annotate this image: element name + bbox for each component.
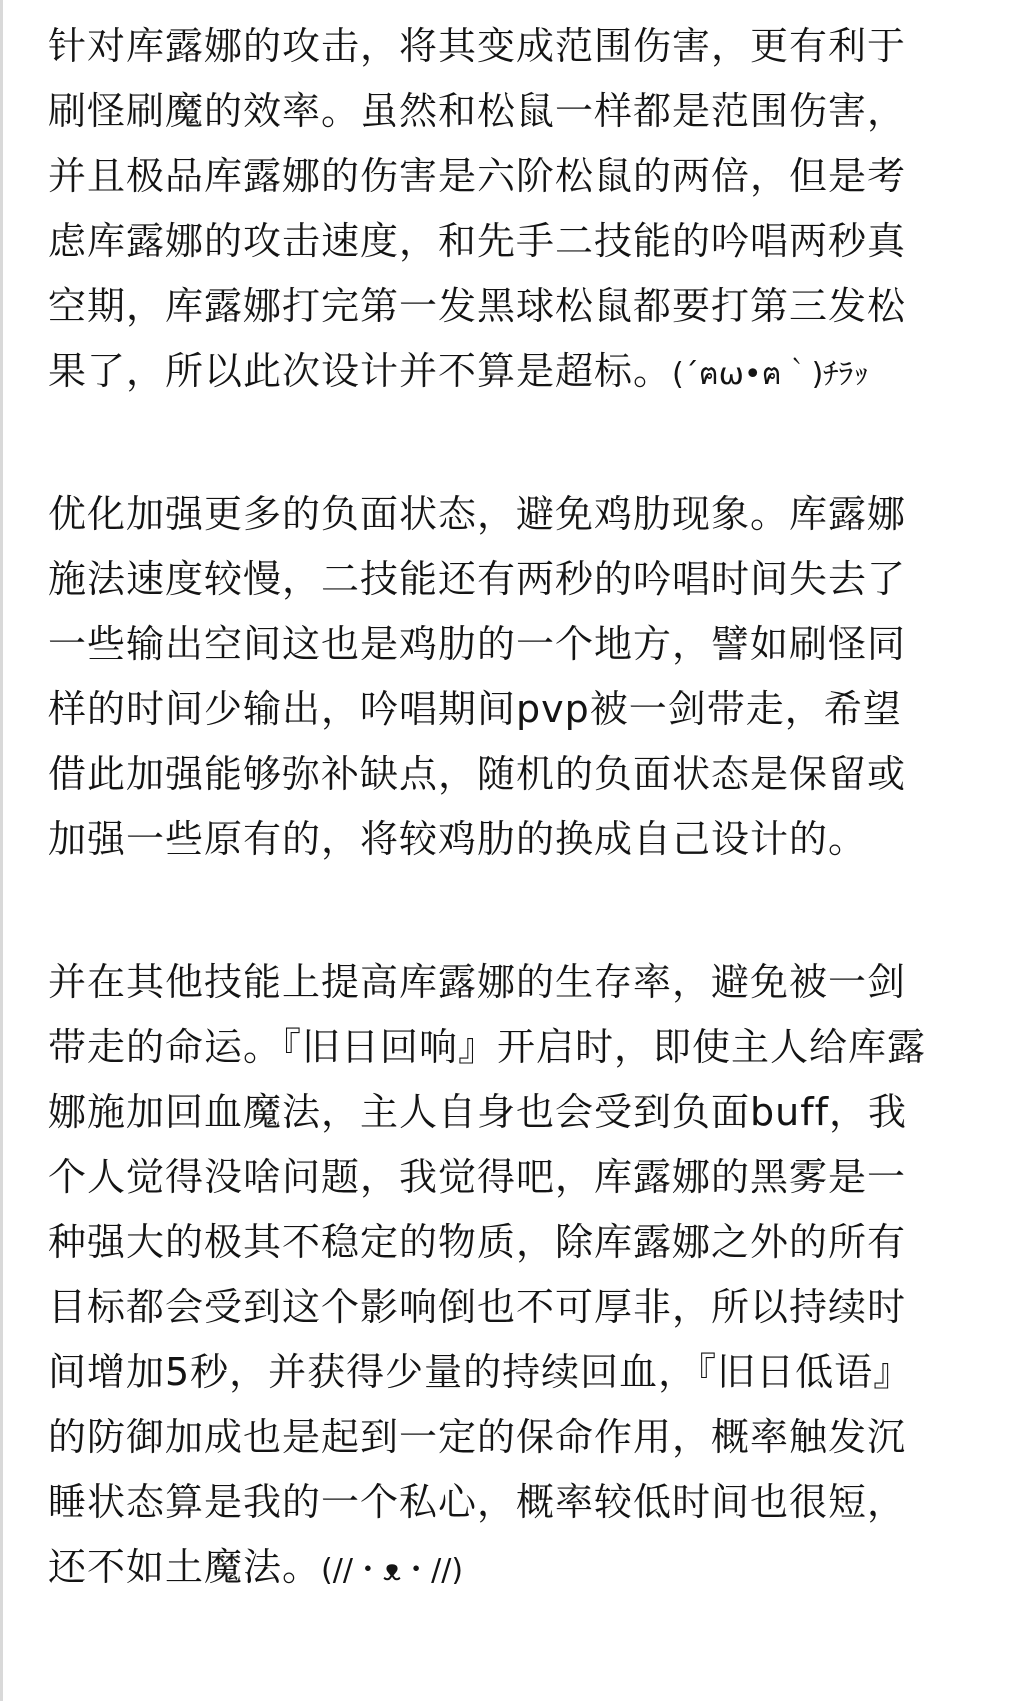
text-line: 刷怪刷魔的效率。虽然和松鼠一样都是范围伤害，	[48, 89, 907, 133]
paragraph-debuff-design	[48, 482, 990, 872]
text-line-content: 还不如土魔法。	[48, 1545, 322, 1589]
text-line-last	[48, 339, 990, 404]
text-line: 一些输出空间这也是鸡肋的一个地方，譬如刷怪同	[48, 622, 907, 666]
text-line: 加强一些原有的，将较鸡肋的换成自己设计的。	[48, 817, 868, 861]
paragraph-survival-design	[48, 950, 990, 1600]
page-left-border	[0, 0, 3, 1701]
text-line-content: 果了，所以此次设计并不算是超标。	[48, 349, 673, 393]
text-line: 借此加强能够弥补缺点，随机的负面状态是保留或	[48, 752, 907, 796]
text-line: 娜施加回血魔法，主人自身也会受到负面buff，我	[48, 1090, 907, 1134]
text-line: 虑库露娜的攻击速度，和先手二技能的吟唱两秒真	[48, 219, 907, 263]
text-line: 并且极品库露娜的伤害是六阶松鼠的两倍，但是考	[48, 154, 907, 198]
text-line: 的防御加成也是起到一定的保命作用，概率触发沉	[48, 1415, 907, 1459]
text-line: 间增加5秒，并获得少量的持续回血，『旧日低语』	[48, 1350, 913, 1394]
text-line: 空期，库露娜打完第一发黑球松鼠都要打第三发松	[48, 284, 907, 328]
text-line: 睡状态算是我的一个私心，概率较低时间也很短，	[48, 1480, 907, 1524]
paragraph-attack-design	[48, 14, 990, 404]
text-line: 针对库露娜的攻击，将其变成范围伤害，更有利于	[48, 24, 907, 68]
text-line: 施法速度较慢，二技能还有两秒的吟唱时间失去了	[48, 557, 907, 601]
text-line: 优化加强更多的负面状态，避免鸡肋现象。库露娜	[48, 492, 907, 536]
text-line: 目标都会受到这个影响倒也不可厚非，所以持续时	[48, 1285, 907, 1329]
kaomoji: (//・ᴥ・//)	[321, 1553, 464, 1588]
text-line: 种强大的极其不稳定的物质，除库露娜之外的所有	[48, 1220, 907, 1264]
kaomoji: (´ฅω•ฅ｀)ﾁﾗｯ	[672, 357, 869, 392]
text-line: 带走的命运。『旧日回响』开启时，即使主人给库露	[48, 1025, 927, 1069]
text-line: 样的时间少输出，吟唱期间pvp被一剑带走，希望	[48, 687, 902, 731]
text-line-last	[48, 1535, 990, 1600]
text-line: 个人觉得没啥问题，我觉得吧，库露娜的黑雾是一	[48, 1155, 907, 1199]
text-line: 并在其他技能上提高库露娜的生存率，避免被一剑	[48, 960, 907, 1004]
